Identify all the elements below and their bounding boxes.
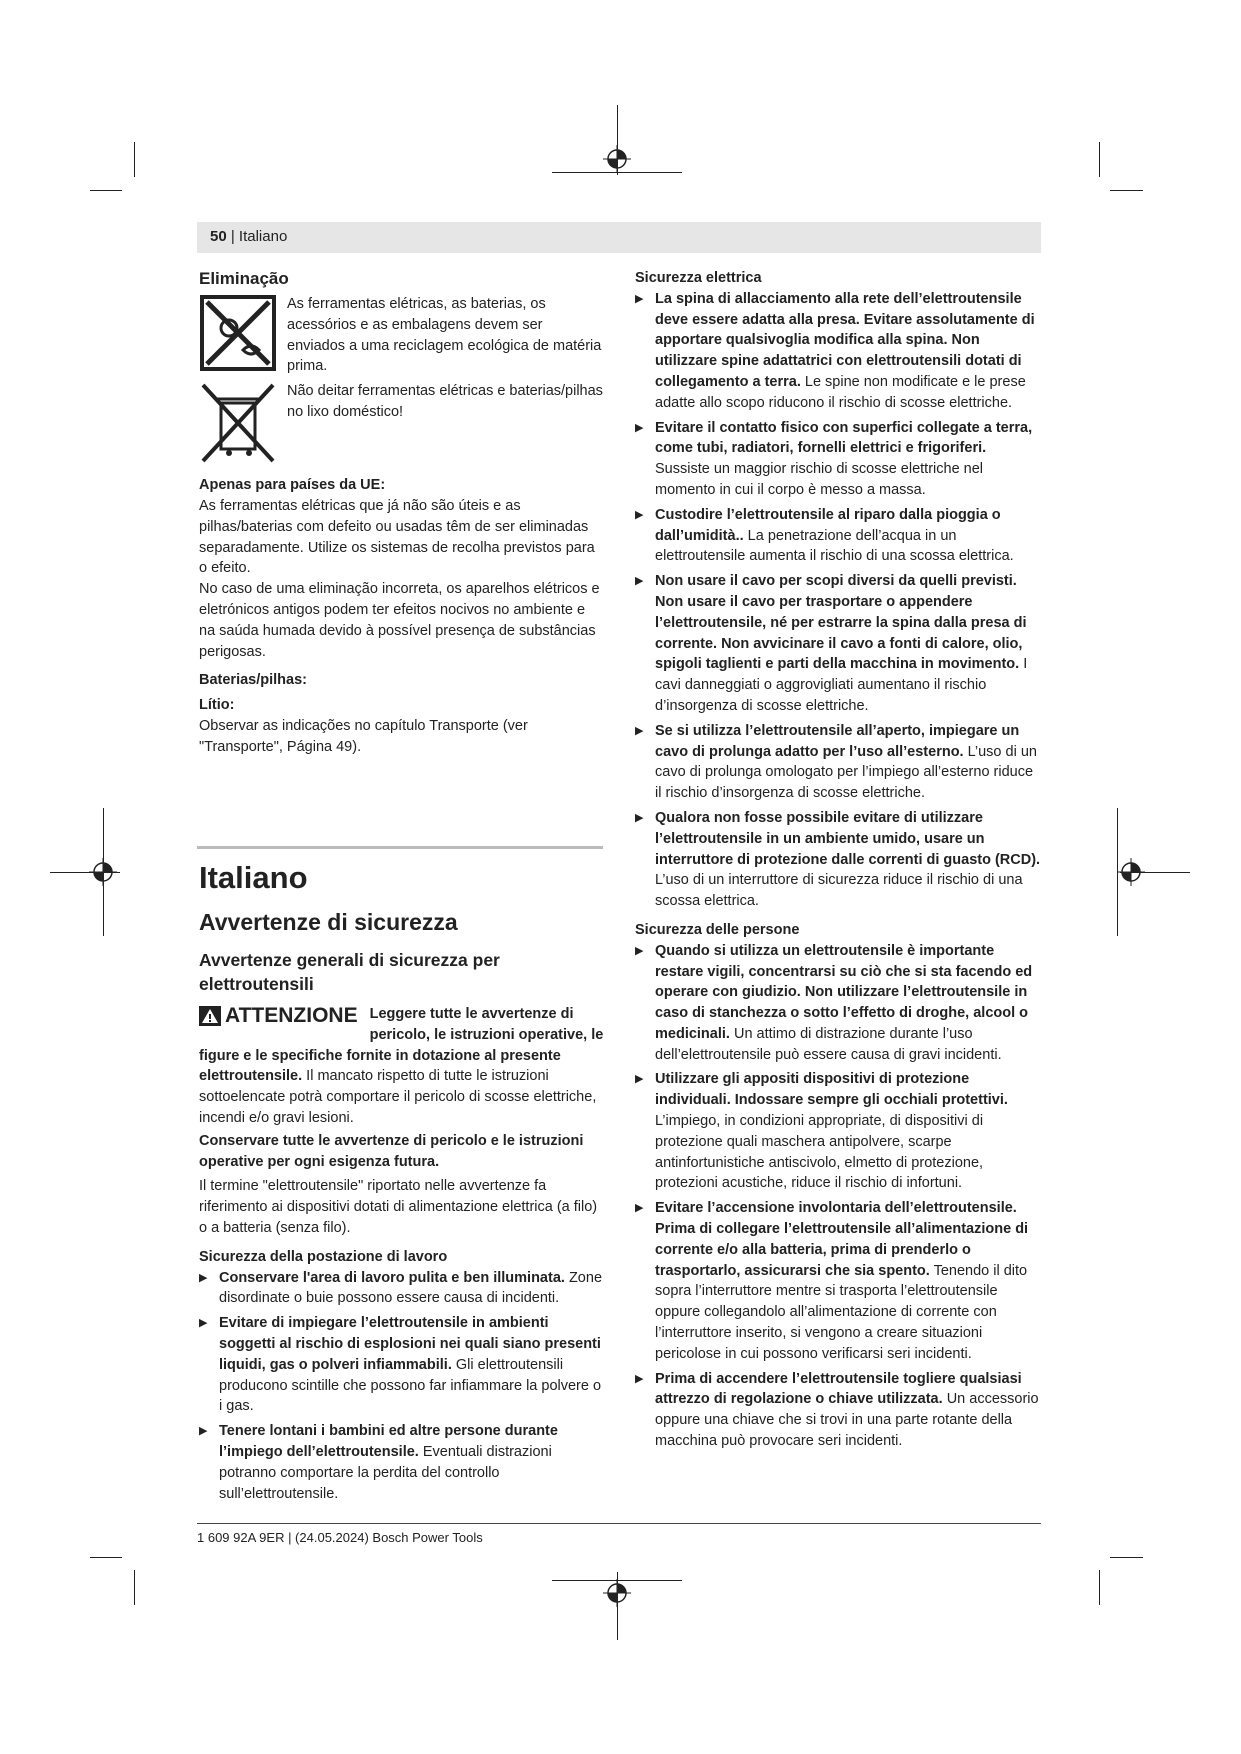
lithium-text: Observar as indicações no capítulo Transporte (ver "Transporte", Página 49). <box>199 717 528 755</box>
crop-mark <box>90 1557 122 1558</box>
list-item: ▶ Tenere lontani i bambini ed altre persone durante l’impiego dell’elettroutensile. Eventuali distrazioni potranno comportare la perdita del controllo sull’elettroutensile. <box>199 1421 604 1504</box>
left-column-italian <box>199 858 604 1508</box>
elim-text-2: Não deitar ferramentas elétricas e baterias/pilhas no lixo doméstico! <box>287 383 603 420</box>
crop-mark <box>134 142 135 177</box>
registration-mark-icon <box>603 1579 631 1607</box>
header-section: Italiano <box>238 228 288 245</box>
language-title: Italiano <box>199 860 308 895</box>
electric-bullets <box>635 289 1041 912</box>
battery-title: Baterias/pilhas: <box>199 672 307 689</box>
list-item: ▶ Prima di accendere l’elettroutensile togliere qualsiasi attrezzo di regolazione o chiave utilizzata. Un accessorio oppure una chiave che si trovi in una parte rotante della macchina può provocare seri incidenti. <box>635 1369 1041 1452</box>
crop-mark <box>1110 190 1143 191</box>
warning-text: Il mancato rispetto di tutte le istruzioni sottoelencate potrà comportare il pericolo di scosse elettriche, incendi e/o gravi lesioni. <box>199 1068 597 1126</box>
list-item: ▶ Custodire l’elettroutensile al riparo dalla pioggia o dall’umidità.. La penetrazione dell’acqua in un elettroutensile aumenta il rischio di una scossa elettrica. <box>635 505 1041 567</box>
section-divider <box>197 846 603 849</box>
keep-instructions: Conservare tutte le avvertenze di pericolo e le istruzioni operative per ogni esigenza futura. <box>199 1132 584 1170</box>
term-text: Il termine "elettroutensile" riportato nelle avvertenze fa riferimento ai dispositivi dotati di alimentazione elettrica (a filo) o a batteria (senza filo). <box>199 1178 598 1236</box>
crop-mark <box>1099 142 1100 177</box>
list-item: ▶ Utilizzare gli appositi dispositivi di protezione individuali. Indossare sempre gli occhiali protettivi. L’impiego, in condizioni appropriate, di dispositivi di protezione quali maschera antipolvere, scarpe antinfortunistiche antiscivolo, elmetto di protezione, protezioni acustiche, riduce il rischio di infortuni. <box>635 1069 1041 1194</box>
footer-divider <box>197 1523 1041 1524</box>
list-item: ▶ Qualora non fosse possibile evitare di utilizzare l’elettroutensile in un ambiente umido, usare un interruttore di protezione dalle correnti di guasto (RCD). L’uso di un interruttore di sicurezza riduce il rischio di una scossa elettrica. <box>635 808 1041 912</box>
left-column <box>199 268 604 758</box>
list-item: ▶ Quando si utilizza un elettroutensile è importante restare vigili, concentrarsi su ciò che si sta facendo ed operare con giudizio. Non utilizzare l’elettroutensile in caso di stanchezza o sotto l’effetto di droghe, alcool o medicinali. Un attimo di distrazione durante l’uso dell’elettroutensile può essere causa di gravi incidenti. <box>635 941 1041 1066</box>
list-item: ▶ Evitare il contatto fisico con superfici collegate a terra, come tubi, radiatori, fornelli elettrici e frigoriferi. Sussiste un maggior rischio di scosse elettriche nel momento in cui il corpo è messo a massa. <box>635 418 1041 501</box>
work-bullets <box>199 1268 604 1505</box>
registration-mark-icon <box>603 145 631 173</box>
recycling-icon <box>199 294 277 372</box>
elim-title: Eliminação <box>199 269 289 288</box>
electric-title: Sicurezza elettrica <box>635 270 762 286</box>
crop-mark <box>134 1570 135 1605</box>
crop-mark <box>1110 1557 1143 1558</box>
warning-label: ATTENZIONE <box>199 1006 358 1027</box>
page-number: 50 <box>210 228 227 245</box>
general-title: Avvertenze generali di sicurezza per elettroutensili <box>199 950 500 994</box>
eu-title: Apenas para países da UE: <box>199 477 386 494</box>
safety-title: Avvertenze di sicurezza <box>199 909 458 935</box>
persons-bullets <box>635 941 1041 1452</box>
registration-mark-icon <box>1117 858 1145 886</box>
eu-text-2: No caso de uma eliminação incorreta, os aparelhos elétricos e eletrónicos antigos podem ter efeitos nocivos no ambiente e na saúda humada devido à possível presença de substâncias perigosas. <box>199 581 600 660</box>
work-title: Sicurezza della postazione di lavoro <box>199 1248 448 1265</box>
elim-text-1: As ferramentas elétricas, as baterias, os acessórios e as embalagens devem ser enviados a uma reciclagem ecológica de matéria prima. <box>287 296 602 375</box>
crop-mark <box>1099 1570 1100 1605</box>
registration-mark-icon <box>89 858 117 886</box>
crossed-bin-icon <box>199 381 277 465</box>
list-item: ▶ La spina di allacciamento alla rete dell’elettroutensile deve essere adatta alla presa. Evitare assolutamente di apportare qualsivoglia modifica alla spina. Non utilizzare spine adattatrici con elettroutensili dotati di collegamento a terra. Le spine non modificate e le prese adatte allo scopo riducono il rischio di scosse elettriche. <box>635 289 1041 414</box>
warning-bold: Leggere tutte le avvertenze di pericolo, le istruzioni operative, le figure e le specifiche fornite in dotazione al presente elettroutensile. <box>199 1006 604 1085</box>
page-footer: 1 609 92A 9ER | (24.05.2024) Bosch Power Tools <box>197 1530 483 1545</box>
eu-text-1: As ferramentas elétricas que já não são úteis e as pilhas/baterias com defeito ou usadas têm de ser eliminadas separadamente. Utilize os sistemas de recolha previstos para o efeito. <box>199 497 595 577</box>
persons-title: Sicurezza delle persone <box>635 921 800 938</box>
list-item: ▶ Conservare l'area di lavoro pulita e ben illuminata. Zone disordinate o buie possono essere causa di incidenti. <box>199 1268 604 1310</box>
page-header: 50 | Italiano <box>197 222 1041 253</box>
list-item: ▶ Se si utilizza l’elettroutensile all’aperto, impiegare un cavo di prolunga adatto per l’uso all’esterno. L’uso di un cavo di prolunga omologato per l’impiego all’esterno riduce il rischio d’insorgenza di scosse elettriche. <box>635 721 1041 804</box>
crop-mark <box>90 190 122 191</box>
list-item: ▶ Evitare l’accensione involontaria dell’elettroutensile. Prima di collegare l’elettroutensile all’alimentazione di corrente e/o alla batteria, prima di prenderlo o trasportarlo, assicurarsi che sia spento. Tenendo il dito sopra l’interruttore mentre si trasporta l’elettroutensile oppure collegandolo all’alimentazione di corrente con l’interruttore inserito, si vengono a creare situazioni pericolose in cui possono verificarsi seri incidenti. <box>635 1198 1041 1364</box>
right-column <box>635 268 1041 1456</box>
list-item: ▶ Evitare di impiegare l’elettroutensile in ambienti soggetti al rischio di esplosioni nei quali siano presenti liquidi, gas o polveri infiammabili. Gli elettroutensili producono scintille che possono far infiammare la polvere o i gas. <box>199 1313 604 1417</box>
lithium-title: Lítio: <box>199 697 235 714</box>
warning-icon <box>199 1006 221 1026</box>
list-item: ▶ Non usare il cavo per scopi diversi da quelli previsti. Non usare il cavo per trasportare o appendere l’elettroutensile, né per estrarre la spina dalla presa di corrente. Non avvicinare il cavo a fonti di calore, olio, spigoli taglienti e parti della macchina in movimento. I cavi danneggiati o aggrovigliati aumentano il rischio d’insorgenza di scosse elettriche. <box>635 571 1041 717</box>
